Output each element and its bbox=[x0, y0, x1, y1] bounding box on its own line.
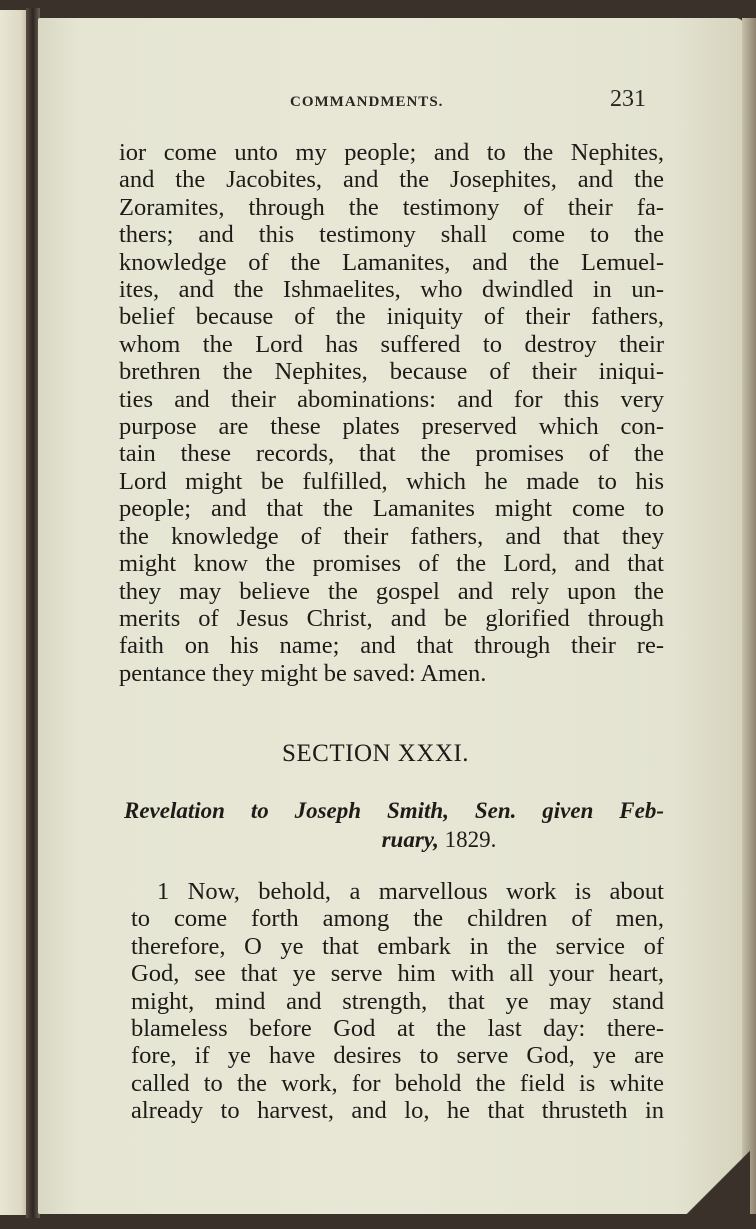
verse-line: called to the work, for behold the field is white bbox=[131, 1069, 664, 1097]
text-line: belief because of the iniquity of their fathers, bbox=[119, 303, 664, 331]
page-number: 231 bbox=[610, 86, 646, 112]
verse-line: to come forth among the children of men, bbox=[131, 905, 664, 933]
verse-paragraph bbox=[131, 878, 664, 1125]
verse-line: already to harvest, and lo, he that thrusteth in bbox=[131, 1097, 664, 1125]
revelation-month-fragment: ruary, bbox=[381, 827, 439, 852]
text-line: faith on his name; and that through their re- bbox=[119, 632, 664, 660]
text-line: the knowledge of their fathers, and that they bbox=[119, 522, 664, 550]
page-edge-shadow bbox=[742, 18, 756, 1214]
text-line: purpose are these plates preserved which con- bbox=[119, 413, 664, 441]
revelation-year: 1829. bbox=[444, 827, 497, 852]
verse-line: might, mind and strength, that ye may stand bbox=[131, 987, 664, 1015]
text-line: thers; and this testimony shall come to the bbox=[119, 221, 664, 249]
text-line: pentance they might be saved: Amen. bbox=[119, 659, 487, 687]
text-line: whom the Lord has suffered to destroy their bbox=[119, 330, 664, 358]
text-line: Lord might be fulfilled, which he made to his bbox=[119, 467, 664, 495]
verse-line: fore, if ye have desires to serve God, ye are bbox=[131, 1042, 664, 1070]
section-heading: SECTION XXXI. bbox=[282, 740, 470, 767]
text-line: ties and their abominations: and for this very bbox=[119, 385, 664, 413]
text-line: they may believe the gospel and rely upon the bbox=[119, 577, 664, 605]
text-line: tain these records, that the promises of the bbox=[119, 440, 664, 468]
text-line: ior come unto my people; and to the Nephites, bbox=[119, 139, 664, 166]
text-line: knowledge of the Lamanites, and the Lemuel- bbox=[119, 248, 664, 276]
revelation-caption-line bbox=[124, 825, 664, 854]
text-line: people; and that the Lamanites might come to bbox=[119, 495, 664, 523]
text-line: merits of Jesus Christ, and be glorified through bbox=[119, 604, 664, 632]
text-line: might know the promises of the Lord, and that bbox=[119, 550, 664, 578]
verse-line: God, see that ye serve him with all your heart, bbox=[131, 960, 664, 988]
running-header: COMMANDMENTS. bbox=[290, 94, 444, 110]
text-line: ites, and the Ishmaelites, who dwindled in un- bbox=[119, 276, 664, 304]
text-line: brethren the Nephites, because of their iniqui- bbox=[119, 358, 664, 386]
page-corner-wear bbox=[680, 1150, 750, 1220]
text-line: and the Jacobites, and the Josephites, and the bbox=[119, 166, 664, 194]
verse-line: 1 Now, behold, a marvellous work is about bbox=[157, 878, 664, 905]
verse-line: therefore, O ye that embark in the service of bbox=[131, 932, 664, 960]
verse-line: blameless before God at the last day: there- bbox=[131, 1015, 664, 1043]
revelation-caption bbox=[124, 796, 664, 854]
body-paragraph bbox=[119, 139, 664, 687]
revelation-caption-line: Revelation to Joseph Smith, Sen. given Feb- bbox=[124, 798, 664, 823]
text-line: Zoramites, through the testimony of their fa- bbox=[119, 193, 664, 221]
